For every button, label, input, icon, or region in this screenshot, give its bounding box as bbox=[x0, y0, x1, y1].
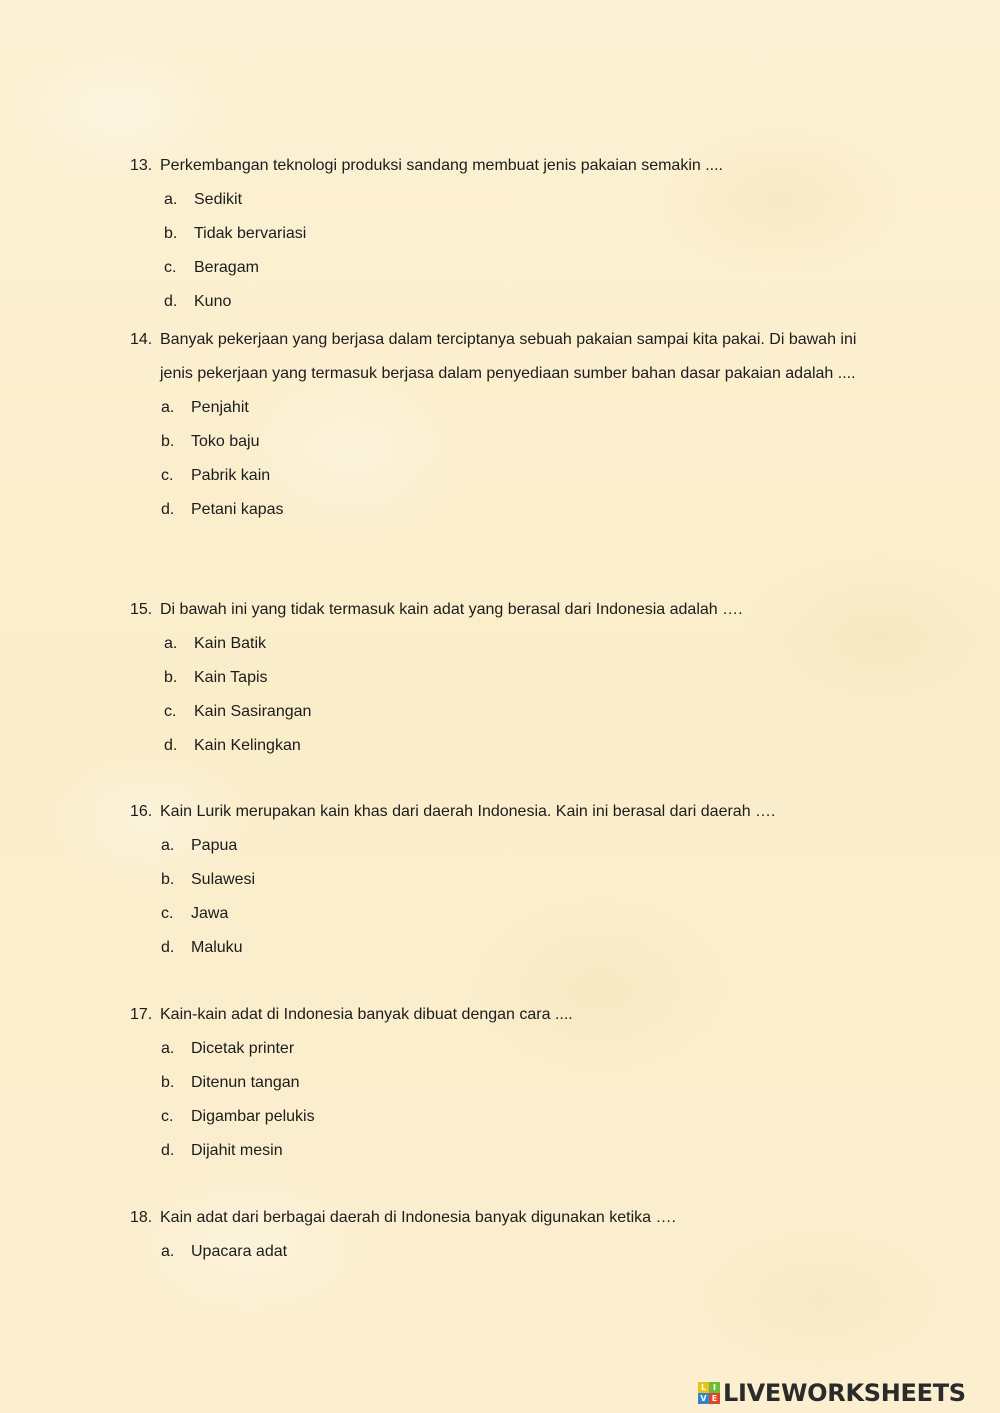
question-16 bbox=[0, 795, 1000, 965]
logo-mark-cell: L bbox=[698, 1382, 709, 1393]
question-text: Banyak pekerjaan yang berjasa dalam terciptanya sebuah pakaian sampai kita pakai. Di bawah ini jenis pekerjaan yang termasuk berjasa dalam penyediaan sumber bahan dasar pakaian adalah .... bbox=[160, 331, 857, 382]
logo-text: LIVEWORKSHEETS bbox=[723, 1379, 966, 1407]
option-text: Digambar pelukis bbox=[191, 1108, 315, 1125]
option-text: Dicetak printer bbox=[191, 1040, 295, 1057]
logo-mark-cell: V bbox=[698, 1393, 709, 1404]
logo-mark-icon bbox=[698, 1382, 720, 1404]
option-d[interactable] bbox=[0, 931, 1000, 965]
option-letter: d. bbox=[164, 293, 178, 310]
question-17 bbox=[0, 998, 1000, 1168]
option-b[interactable] bbox=[0, 863, 1000, 897]
option-b[interactable] bbox=[0, 425, 1000, 459]
option-c[interactable] bbox=[0, 1100, 1000, 1134]
option-b[interactable] bbox=[0, 661, 1000, 695]
question-18 bbox=[0, 1201, 1000, 1269]
question-stem bbox=[0, 998, 870, 1032]
option-letter: c. bbox=[161, 1108, 174, 1125]
option-text: Sedikit bbox=[194, 191, 243, 208]
option-d[interactable] bbox=[0, 729, 1000, 763]
option-text: Kain Sasirangan bbox=[194, 703, 312, 720]
logo-mark-cell: E bbox=[709, 1393, 720, 1404]
question-number: 18. bbox=[130, 1209, 153, 1226]
option-text: Kain Kelingkan bbox=[194, 737, 301, 754]
option-letter: b. bbox=[161, 433, 175, 450]
option-letter: a. bbox=[164, 191, 178, 208]
option-letter: d. bbox=[161, 501, 175, 518]
option-d[interactable] bbox=[0, 285, 1000, 319]
question-number: 16. bbox=[130, 803, 153, 820]
option-a[interactable] bbox=[0, 627, 1000, 661]
option-letter: a. bbox=[161, 1243, 175, 1260]
option-letter: c. bbox=[161, 467, 174, 484]
question-stem bbox=[0, 795, 870, 829]
option-c[interactable] bbox=[0, 695, 1000, 729]
logo-mark-cell: I bbox=[709, 1382, 720, 1393]
option-text: Sulawesi bbox=[191, 871, 256, 888]
question-text: Di bawah ini yang tidak termasuk kain adat yang berasal dari Indonesia adalah …. bbox=[160, 601, 743, 618]
option-text: Kain Batik bbox=[194, 635, 267, 652]
question-text: Perkembangan teknologi produksi sandang membuat jenis pakaian semakin .... bbox=[160, 157, 723, 174]
option-letter: d. bbox=[161, 939, 175, 956]
liveworksheets-logo bbox=[698, 1378, 966, 1408]
option-letter: c. bbox=[164, 703, 177, 720]
option-text: Tidak bervariasi bbox=[194, 225, 307, 242]
option-letter: d. bbox=[164, 737, 178, 754]
option-text: Penjahit bbox=[191, 399, 249, 416]
option-text: Petani kapas bbox=[191, 501, 284, 518]
option-text: Kuno bbox=[194, 293, 232, 310]
question-number: 13. bbox=[130, 157, 153, 174]
question-number: 14. bbox=[130, 331, 153, 348]
option-b[interactable] bbox=[0, 1066, 1000, 1100]
option-text: Toko baju bbox=[191, 433, 260, 450]
question-stem bbox=[0, 323, 870, 391]
question-14 bbox=[0, 323, 1000, 527]
option-text: Kain Tapis bbox=[194, 669, 268, 686]
option-letter: b. bbox=[164, 669, 178, 686]
option-text: Ditenun tangan bbox=[191, 1074, 300, 1091]
question-stem bbox=[0, 593, 870, 627]
option-a[interactable] bbox=[0, 391, 1000, 425]
option-c[interactable] bbox=[0, 251, 1000, 285]
option-letter: b. bbox=[164, 225, 178, 242]
question-13 bbox=[0, 149, 1000, 319]
question-text: Kain adat dari berbagai daerah di Indonesia banyak digunakan ketika …. bbox=[160, 1209, 676, 1226]
option-d[interactable] bbox=[0, 1134, 1000, 1168]
option-letter: c. bbox=[164, 259, 177, 276]
option-a[interactable] bbox=[0, 829, 1000, 863]
question-15 bbox=[0, 593, 1000, 763]
question-number: 15. bbox=[130, 601, 153, 618]
option-text: Papua bbox=[191, 837, 238, 854]
option-letter: a. bbox=[161, 399, 175, 416]
option-letter: b. bbox=[161, 1074, 175, 1091]
option-text: Beragam bbox=[194, 259, 259, 276]
option-a[interactable] bbox=[0, 1032, 1000, 1066]
option-text: Dijahit mesin bbox=[191, 1142, 283, 1159]
option-letter: d. bbox=[161, 1142, 175, 1159]
option-text: Jawa bbox=[191, 905, 229, 922]
question-number: 17. bbox=[130, 1006, 153, 1023]
option-text: Pabrik kain bbox=[191, 467, 271, 484]
question-text: Kain-kain adat di Indonesia banyak dibuat dengan cara .... bbox=[160, 1006, 573, 1023]
option-letter: a. bbox=[161, 1040, 175, 1057]
option-text: Maluku bbox=[191, 939, 243, 956]
question-text: Kain Lurik merupakan kain khas dari daerah Indonesia. Kain ini berasal dari daerah …. bbox=[160, 803, 776, 820]
option-c[interactable] bbox=[0, 459, 1000, 493]
option-letter: a. bbox=[164, 635, 178, 652]
question-stem bbox=[0, 149, 870, 183]
option-letter: c. bbox=[161, 905, 174, 922]
option-c[interactable] bbox=[0, 897, 1000, 931]
option-letter: b. bbox=[161, 871, 175, 888]
option-text: Upacara adat bbox=[191, 1243, 288, 1260]
option-d[interactable] bbox=[0, 493, 1000, 527]
option-letter: a. bbox=[161, 837, 175, 854]
option-b[interactable] bbox=[0, 217, 1000, 251]
option-a[interactable] bbox=[0, 1235, 1000, 1269]
option-a[interactable] bbox=[0, 183, 1000, 217]
question-stem bbox=[0, 1201, 870, 1235]
